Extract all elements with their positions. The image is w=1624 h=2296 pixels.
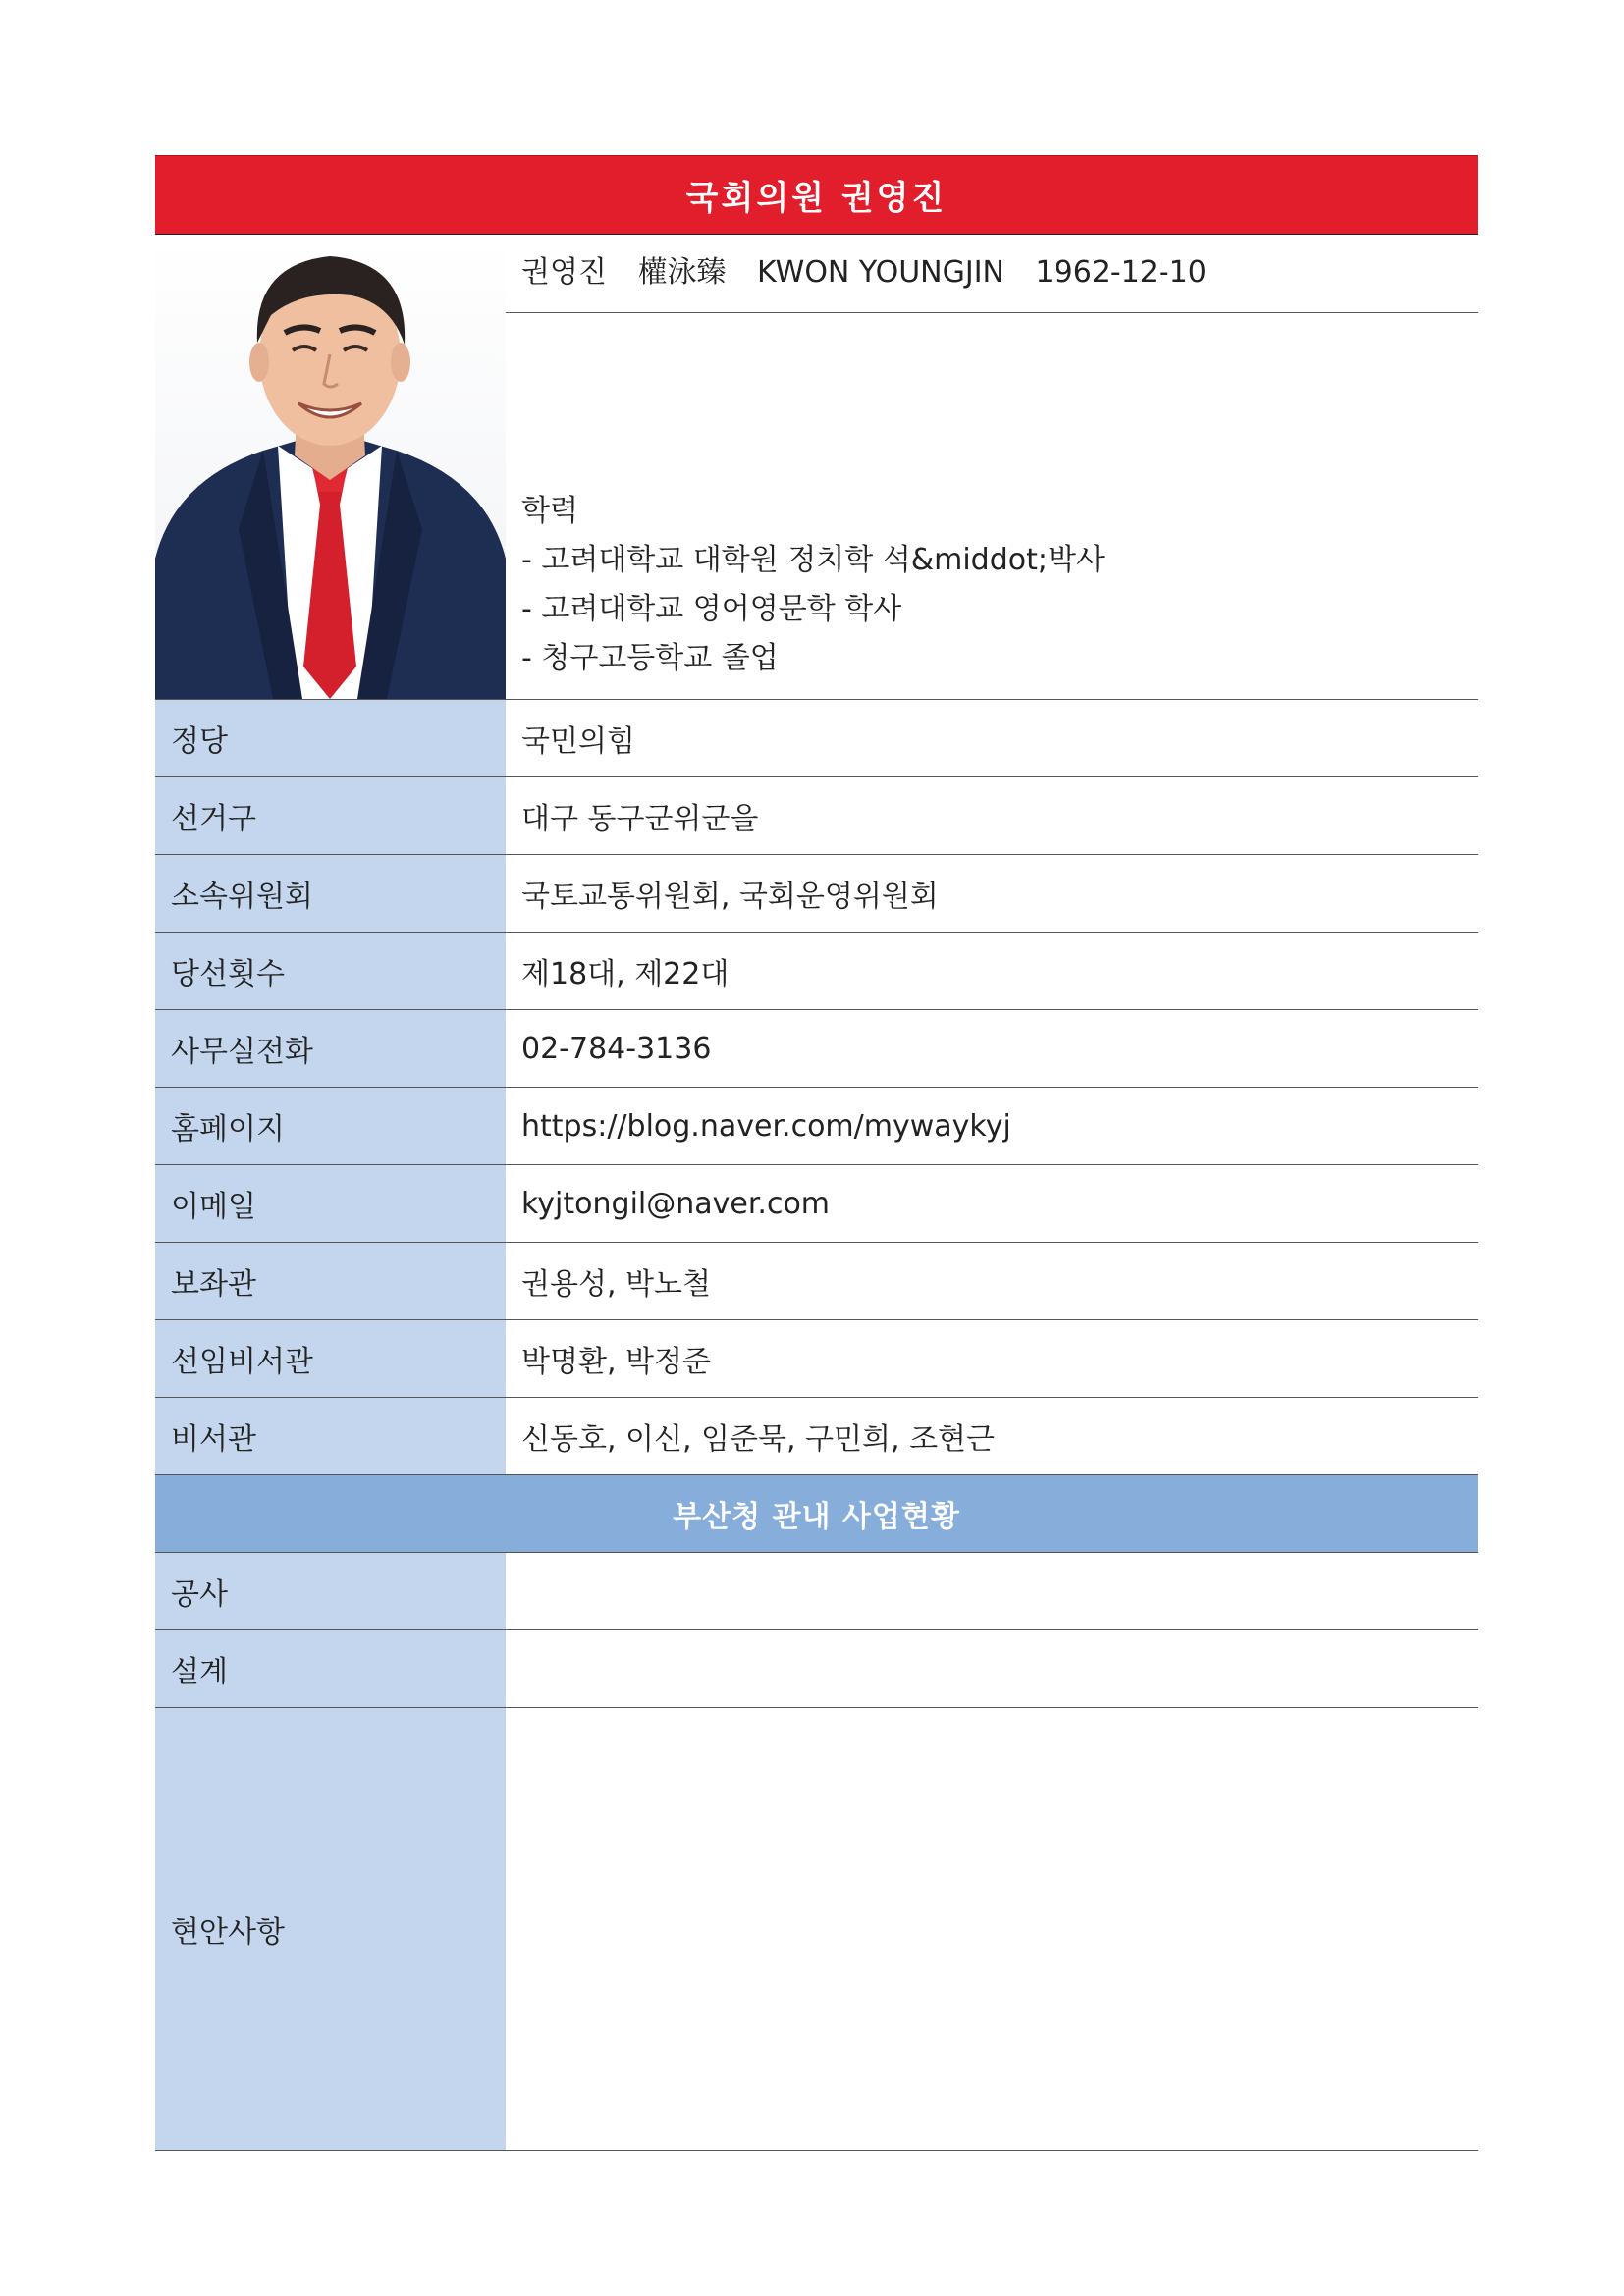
row-value: 제18대, 제22대 (521, 957, 730, 991)
row-label: 홈페이지 (155, 1088, 506, 1164)
info-row-terms (155, 933, 1478, 1010)
info-row-phone (155, 1010, 1478, 1088)
row-value: 박명환, 박정준 (521, 1345, 711, 1379)
info-row-committee (155, 855, 1478, 933)
row-label: 현안사항 (155, 1708, 506, 2150)
row-label: 정당 (155, 700, 506, 776)
business-row-construction (155, 1553, 1478, 1630)
row-value: 대구 동구군위군을 (521, 802, 759, 836)
education-item: - 청구고등학교 졸업 (521, 641, 779, 675)
row-label: 사무실전화 (155, 1010, 506, 1087)
row-label: 선거구 (155, 777, 506, 854)
info-row-homepage (155, 1088, 1478, 1165)
row-value: 권용성, 박노철 (521, 1267, 711, 1302)
info-row-senior-secretaries (155, 1320, 1478, 1398)
row-label: 비서관 (155, 1398, 506, 1474)
info-row-aides (155, 1243, 1478, 1320)
row-label: 당선횟수 (155, 933, 506, 1009)
email-link[interactable]: kyjtongil@naver.com (521, 1186, 831, 1221)
info-row-email (155, 1165, 1478, 1243)
info-row-secretaries (155, 1398, 1478, 1475)
row-label: 이메일 (155, 1165, 506, 1242)
row-value (506, 1630, 1478, 1707)
info-row-party (155, 700, 1478, 777)
business-row-design (155, 1630, 1478, 1708)
row-value (506, 1708, 1478, 2150)
info-row-district (155, 777, 1478, 855)
row-value: 02-784-3136 (521, 1031, 712, 1066)
name-korean: 권영진 (521, 255, 607, 290)
row-value: 국민의힘 (521, 724, 635, 759)
member-photo (155, 235, 506, 699)
row-label: 설계 (155, 1630, 506, 1707)
row-label: 공사 (155, 1553, 506, 1629)
education-item: - 고려대학교 영어영문학 학사 (521, 592, 902, 626)
identity-line (506, 235, 1478, 313)
birth-date: 1962-12-10 (1035, 255, 1207, 290)
business-row-pending-issues (155, 1708, 1478, 2151)
row-label: 선임비서관 (155, 1320, 506, 1397)
name-hanja: 權泳臻 (637, 255, 727, 290)
education-item: - 고려대학교 대학원 정치학 석&middot;박사 (521, 543, 1105, 577)
education-heading: 학력 (521, 494, 578, 528)
row-label: 소속위원회 (155, 855, 506, 932)
row-label: 보좌관 (155, 1243, 506, 1319)
row-value (506, 1553, 1478, 1629)
profile-header (155, 235, 1478, 700)
education-block (521, 487, 1105, 683)
homepage-link[interactable]: https://blog.naver.com/mywaykyj (521, 1108, 1011, 1144)
business-section-title: 부산청 관내 사업현황 (155, 1475, 1478, 1553)
name-english: KWON YOUNGJIN (757, 255, 1004, 290)
page-title: 국회의원 권영진 (155, 155, 1478, 235)
row-value: 신동호, 이신, 임준묵, 구민희, 조현근 (521, 1422, 996, 1457)
member-profile-sheet (155, 155, 1478, 2151)
row-value: 국토교통위원회, 국회운영위원회 (521, 880, 939, 914)
